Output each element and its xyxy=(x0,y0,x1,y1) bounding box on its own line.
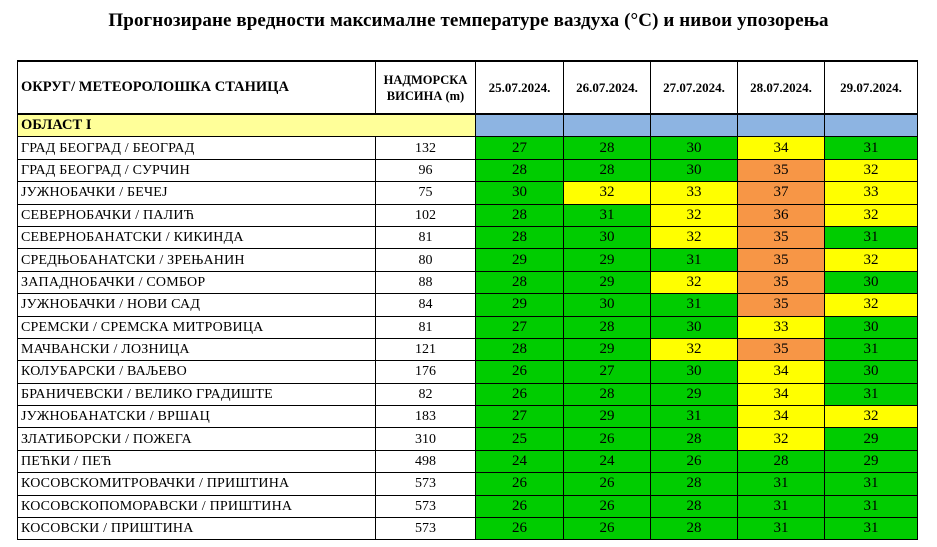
station-name: СРЕМСКИ / СРЕМСКА МИТРОВИЦА xyxy=(18,316,376,338)
temperature-cell: 28 xyxy=(738,450,825,472)
temperature-cell: 32 xyxy=(651,204,738,226)
temperature-cell: 32 xyxy=(825,159,918,181)
temperature-cell: 30 xyxy=(476,182,564,204)
temperature-cell: 25 xyxy=(476,428,564,450)
temperature-cell: 31 xyxy=(738,473,825,495)
elevation-value: 121 xyxy=(376,338,476,360)
temperature-cell: 31 xyxy=(825,518,918,540)
temperature-cell: 31 xyxy=(738,518,825,540)
temperature-cell: 32 xyxy=(738,428,825,450)
station-name: ЗЛАТИБОРСКИ / ПОЖЕГА xyxy=(18,428,376,450)
temperature-cell: 30 xyxy=(825,361,918,383)
temperature-cell: 28 xyxy=(564,316,651,338)
region-fill-cell xyxy=(825,114,918,137)
temperature-cell: 31 xyxy=(738,495,825,517)
table-row xyxy=(18,159,918,181)
temperature-cell: 32 xyxy=(825,204,918,226)
temperature-cell: 26 xyxy=(564,428,651,450)
temperature-cell: 35 xyxy=(738,226,825,248)
header-date: 28.07.2024. xyxy=(738,61,825,114)
temperature-cell: 28 xyxy=(476,338,564,360)
temperature-cell: 37 xyxy=(738,182,825,204)
table-row xyxy=(18,316,918,338)
temperature-cell: 28 xyxy=(564,383,651,405)
station-name: ПЕЋКИ / ПЕЋ xyxy=(18,450,376,472)
elevation-value: 183 xyxy=(376,406,476,428)
station-name: ЗАПАДНОБАЧКИ / СОМБОР xyxy=(18,271,376,293)
temperature-cell: 28 xyxy=(651,473,738,495)
header-elevation: НАДМОРСКА ВИСИНА (m) xyxy=(376,61,476,114)
table-row xyxy=(18,361,918,383)
station-name: ЈУЖНОБАЧКИ / НОВИ САД xyxy=(18,294,376,316)
temperature-cell: 26 xyxy=(476,495,564,517)
station-name: ГРАД БЕОГРАД / БЕОГРАД xyxy=(18,137,376,159)
temperature-cell: 29 xyxy=(564,406,651,428)
elevation-value: 84 xyxy=(376,294,476,316)
temperature-cell: 28 xyxy=(651,495,738,517)
temperature-cell: 31 xyxy=(825,338,918,360)
table-row xyxy=(18,271,918,293)
temperature-cell: 35 xyxy=(738,159,825,181)
temperature-cell: 30 xyxy=(825,271,918,293)
temperature-cell: 31 xyxy=(651,249,738,271)
station-name: СЕВЕРНОБАНАТСКИ / КИКИНДА xyxy=(18,226,376,248)
temperature-cell: 35 xyxy=(738,249,825,271)
header-date: 27.07.2024. xyxy=(651,61,738,114)
temperature-cell: 26 xyxy=(476,473,564,495)
temperature-cell: 31 xyxy=(825,495,918,517)
temperature-cell: 31 xyxy=(651,406,738,428)
table-row xyxy=(18,204,918,226)
table-row xyxy=(18,450,918,472)
temperature-cell: 31 xyxy=(825,226,918,248)
temperature-cell: 31 xyxy=(651,294,738,316)
header-row xyxy=(18,61,918,114)
elevation-value: 80 xyxy=(376,249,476,271)
temperature-cell: 26 xyxy=(651,450,738,472)
region-fill-cell xyxy=(476,114,564,137)
table-row xyxy=(18,249,918,271)
temperature-cell: 28 xyxy=(476,226,564,248)
elevation-value: 75 xyxy=(376,182,476,204)
temperature-cell: 30 xyxy=(564,294,651,316)
temperature-cell: 29 xyxy=(564,271,651,293)
temperature-cell: 34 xyxy=(738,137,825,159)
temperature-cell: 35 xyxy=(738,294,825,316)
table-row xyxy=(18,294,918,316)
temperature-cell: 30 xyxy=(651,361,738,383)
temperature-cell: 28 xyxy=(476,159,564,181)
temperature-cell: 32 xyxy=(825,249,918,271)
table-row xyxy=(18,495,918,517)
station-name: СЕВЕРНОБАЧКИ / ПАЛИЋ xyxy=(18,204,376,226)
elevation-value: 81 xyxy=(376,226,476,248)
table-row xyxy=(18,226,918,248)
region-fill-cell xyxy=(651,114,738,137)
table-row xyxy=(18,338,918,360)
temperature-cell: 27 xyxy=(564,361,651,383)
temperature-cell: 26 xyxy=(564,473,651,495)
elevation-value: 132 xyxy=(376,137,476,159)
region-fill-cell xyxy=(564,114,651,137)
temperature-cell: 31 xyxy=(825,383,918,405)
page-title: Прогнозиране вредности максималне температуре ваздуха (°C) и нивои упозорења xyxy=(108,10,829,31)
header-station: ОКРУГ/ МЕТЕОРОЛОШКА СТАНИЦА xyxy=(18,61,376,114)
temperature-cell: 28 xyxy=(564,159,651,181)
region-fill-cell xyxy=(738,114,825,137)
elevation-value: 176 xyxy=(376,361,476,383)
elevation-value: 96 xyxy=(376,159,476,181)
station-name: КОЛУБАРСКИ / ВАЉЕВО xyxy=(18,361,376,383)
station-name: МАЧВАНСКИ / ЛОЗНИЦА xyxy=(18,338,376,360)
temperature-cell: 24 xyxy=(564,450,651,472)
temperature-cell: 26 xyxy=(564,518,651,540)
temperature-cell: 31 xyxy=(825,137,918,159)
temperature-cell: 29 xyxy=(825,450,918,472)
temperature-cell: 35 xyxy=(738,338,825,360)
elevation-value: 82 xyxy=(376,383,476,405)
temperature-cell: 32 xyxy=(564,182,651,204)
table-row xyxy=(18,406,918,428)
station-name: КОСОВСКОМИТРОВАЧКИ / ПРИШТИНА xyxy=(18,473,376,495)
elevation-value: 573 xyxy=(376,518,476,540)
table-row xyxy=(18,518,918,540)
temperature-cell: 33 xyxy=(651,182,738,204)
temperature-cell: 32 xyxy=(825,406,918,428)
temperature-cell: 30 xyxy=(825,316,918,338)
temperature-cell: 29 xyxy=(825,428,918,450)
temperature-cell: 28 xyxy=(564,137,651,159)
station-name: КОСОВСКОПОМОРАВСКИ / ПРИШТИНА xyxy=(18,495,376,517)
temperature-cell: 30 xyxy=(651,159,738,181)
elevation-value: 310 xyxy=(376,428,476,450)
elevation-value: 88 xyxy=(376,271,476,293)
elevation-value: 81 xyxy=(376,316,476,338)
temperature-cell: 29 xyxy=(651,383,738,405)
temperature-cell: 30 xyxy=(651,137,738,159)
table-row xyxy=(18,473,918,495)
temperature-cell: 31 xyxy=(564,204,651,226)
station-name: КОСОВСКИ / ПРИШТИНА xyxy=(18,518,376,540)
region-row xyxy=(18,114,918,137)
temperature-cell: 31 xyxy=(825,473,918,495)
temperature-cell: 26 xyxy=(476,518,564,540)
elevation-value: 573 xyxy=(376,495,476,517)
temperature-cell: 28 xyxy=(476,271,564,293)
station-name: ЈУЖНОБАЧКИ / БЕЧЕЈ xyxy=(18,182,376,204)
temperature-cell: 32 xyxy=(651,271,738,293)
header-date: 26.07.2024. xyxy=(564,61,651,114)
temperature-cell: 35 xyxy=(738,271,825,293)
temperature-cell: 33 xyxy=(738,316,825,338)
station-name: БРАНИЧЕВСКИ / ВЕЛИКО ГРАДИШТЕ xyxy=(18,383,376,405)
temperature-cell: 32 xyxy=(825,294,918,316)
elevation-value: 573 xyxy=(376,473,476,495)
temperature-cell: 28 xyxy=(651,518,738,540)
temperature-cell: 30 xyxy=(651,316,738,338)
temperature-cell: 26 xyxy=(564,495,651,517)
temperature-cell: 27 xyxy=(476,137,564,159)
header-date: 29.07.2024. xyxy=(825,61,918,114)
table-row xyxy=(18,383,918,405)
temperature-cell: 29 xyxy=(476,294,564,316)
temperature-cell: 26 xyxy=(476,361,564,383)
temperature-cell: 32 xyxy=(651,338,738,360)
elevation-value: 498 xyxy=(376,450,476,472)
region-label: ОБЛАСТ I xyxy=(18,114,476,137)
temperature-cell: 32 xyxy=(651,226,738,248)
elevation-value: 102 xyxy=(376,204,476,226)
station-name: ЈУЖНОБАНАТСКИ / ВРШАЦ xyxy=(18,406,376,428)
temperature-cell: 24 xyxy=(476,450,564,472)
table-row xyxy=(18,428,918,450)
header-date: 25.07.2024. xyxy=(476,61,564,114)
temperature-cell: 29 xyxy=(564,249,651,271)
temperature-cell: 33 xyxy=(825,182,918,204)
temperature-cell: 28 xyxy=(651,428,738,450)
temperature-cell: 30 xyxy=(564,226,651,248)
temperature-cell: 34 xyxy=(738,361,825,383)
temperature-cell: 26 xyxy=(476,383,564,405)
temperature-cell: 29 xyxy=(476,249,564,271)
temperature-cell: 27 xyxy=(476,316,564,338)
table-row xyxy=(18,182,918,204)
station-name: ГРАД БЕОГРАД / СУРЧИН xyxy=(18,159,376,181)
temperature-cell: 36 xyxy=(738,204,825,226)
temperature-cell: 28 xyxy=(476,204,564,226)
table-row xyxy=(18,137,918,159)
temperature-cell: 34 xyxy=(738,406,825,428)
temperature-cell: 29 xyxy=(564,338,651,360)
temperature-cell: 27 xyxy=(476,406,564,428)
temperature-cell: 34 xyxy=(738,383,825,405)
forecast-table xyxy=(17,60,918,540)
station-name: СРЕДЊОБАНАТСКИ / ЗРЕЊАНИН xyxy=(18,249,376,271)
